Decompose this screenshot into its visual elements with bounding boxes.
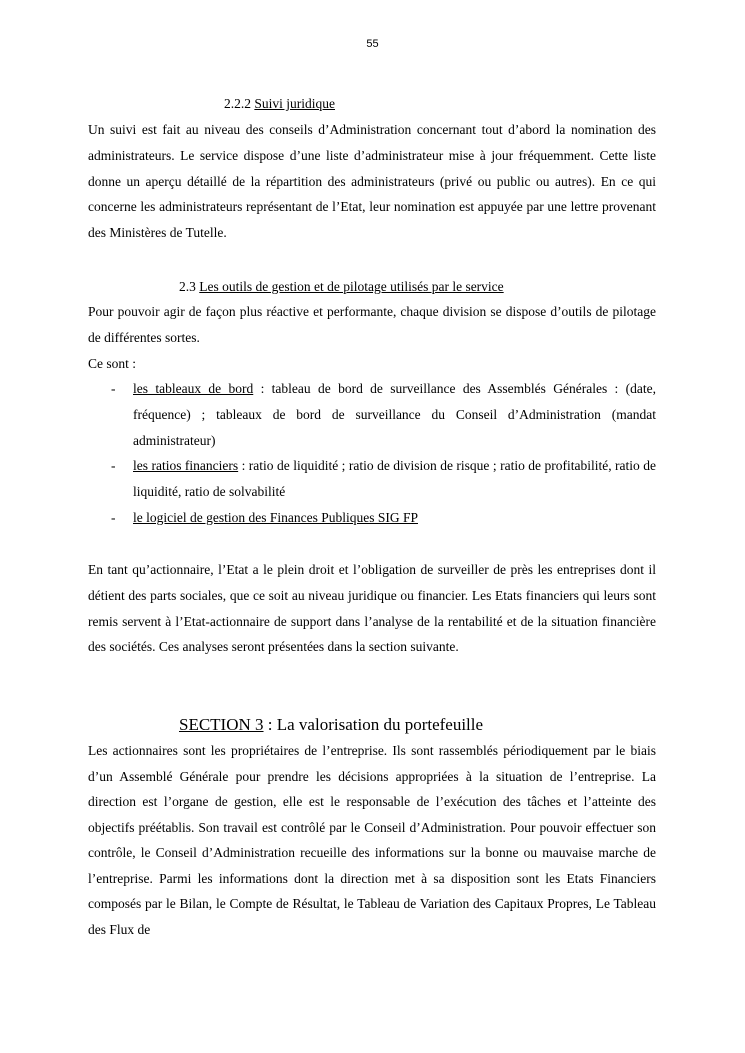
list-item-term: le logiciel de gestion des Finances Publiques SIG FP (133, 509, 418, 525)
heading-2-2-2-number: 2.2.2 (224, 96, 251, 111)
heading-2-3-number: 2.3 (179, 279, 196, 294)
list-item-term: les ratios financiers (133, 458, 239, 474)
heading-2-3-title: Les outils de gestion et de pilotage utilisés par le service (199, 279, 504, 294)
heading-2-2-2-title: Suivi juridique (254, 96, 335, 111)
outils-paragraph: Pour pouvoir agir de façon plus réactive et performante, chaque division se dispose d’outils de pilotage de différentes sortes. (88, 304, 656, 345)
list-dash: - (111, 509, 116, 525)
section-3-heading-text: : La valorisation du portefeuille (263, 715, 484, 734)
section-3-label: SECTION 3 (179, 715, 264, 734)
list-dash: - (111, 381, 116, 396)
page-number: 55 (366, 38, 379, 50)
heading-2-3 (179, 279, 504, 295)
suivi-juridique-paragraph: Un suivi est fait au niveau des conseils d’Administration concernant tout d’abord la nomination des administrateurs. Le service dispose d’une liste d’administrateur mise à jour fréquemment. Cette liste donne un aperçu détaillé de la répartition des administrateurs (privé ou public ou autres). En ce qui concerne les administrateurs représentant de l’Etat, leur nomination est appuyée par une lettre provenant des Ministères de Tutelle. (88, 122, 656, 241)
list-item (88, 376, 656, 453)
list-item-term: les tableaux de bord (133, 381, 254, 396)
actionnaire-paragraph: En tant qu’actionnaire, l’Etat a le plein droit et l’obligation de surveiller de près les entreprises dont il détient des parts sociales, que ce soit au niveau juridique ou financier. Les Etats financiers qui leurs sont remis servent à l’Etat-actionnaire de support dans l’analyse de la rentabilité et de la situation financière des sociétés. Ces analyses seront présentées dans la section suivante. (88, 562, 656, 655)
bullets-intro: Ce sont : (88, 356, 137, 371)
list-item (88, 505, 656, 531)
list-item (88, 453, 656, 505)
list-dash: - (111, 458, 116, 474)
valorisation-paragraph: Les actionnaires sont les propriétaires de l’entreprise. Ils sont rassemblés périodiquement par le biais d’un Assemblé Générale pour prendre les décisions appropriées à la situation de l’entreprise. La direction est l’organe de gestion, elle est le responsable de l’exécution des tâches et l’atteinte des objectifs préétablis. Son travail est contrôlé par le Conseil d’Administration. Pour pouvoir effectuer son contrôle, le Conseil d’Administration recueille des informations sur la bonne ou mauvaise marche de l’entreprise. Parmi les informations dont la direction met à sa disposition sont les Etats Financiers composés par le Bilan, le Compte de Résultat, le Tableau de Variation des Capitaux Propres, Le Tableau des Flux de (88, 743, 656, 937)
section-3-title (179, 715, 483, 735)
tools-list (88, 376, 656, 531)
list-item-text: : tableau de bord de surveillance des Assemblés Générales : (date, fréquence) ; tableaux de bord de surveillance du Conseil d’Administration (mandat administrateur) (133, 381, 657, 448)
list-item-text: : ratio de liquidité ; ratio de division de risque ; ratio de profitabilité, ratio de liquidité, ratio de solvabilité (133, 458, 656, 500)
heading-2-2-2 (224, 96, 335, 112)
